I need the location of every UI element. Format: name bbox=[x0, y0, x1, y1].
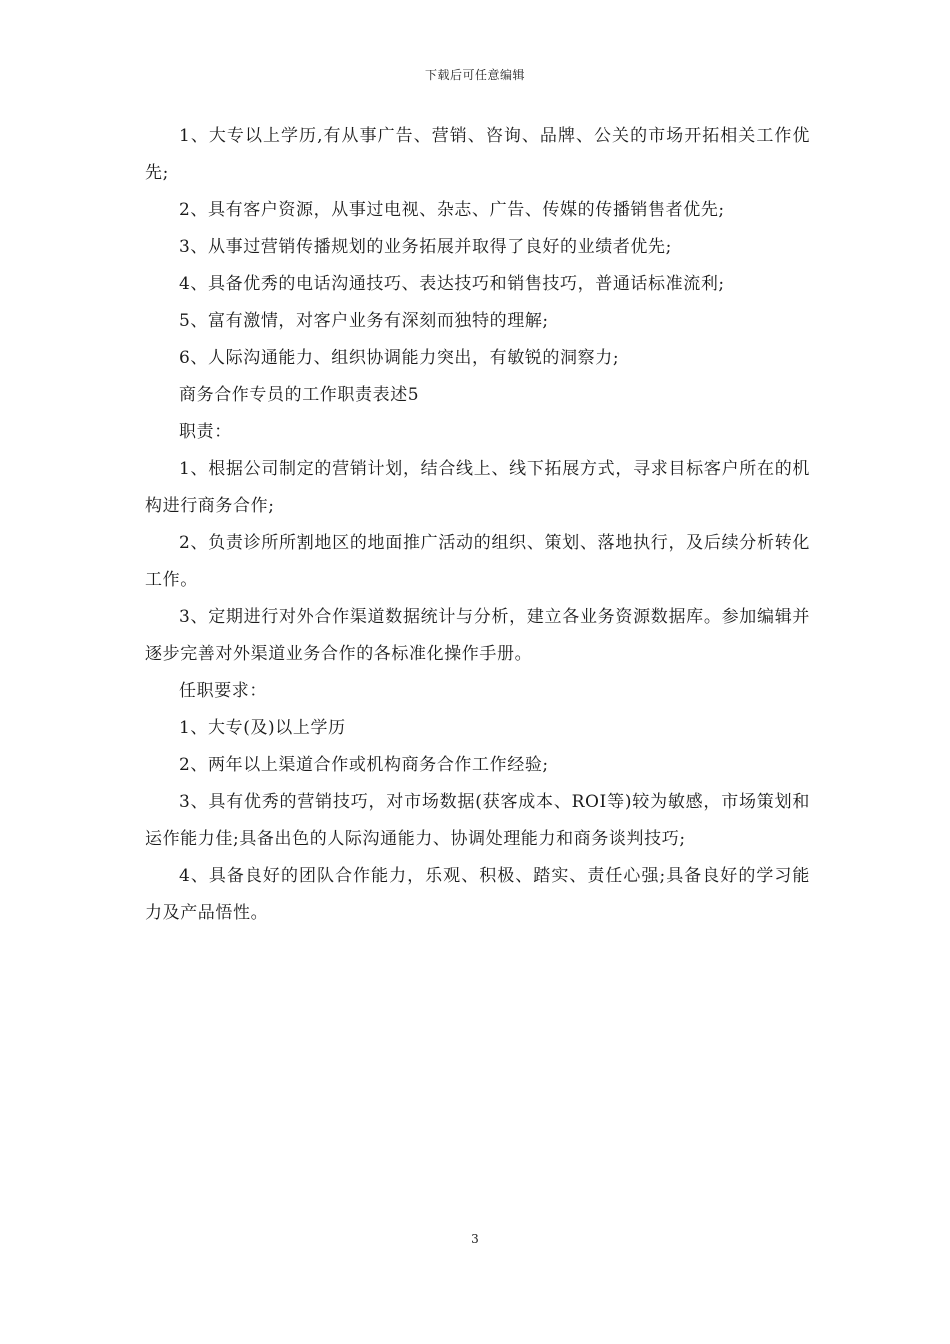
paragraph-duty-2: 2、负责诊所所割地区的地面推广活动的组织、策划、落地执行，及后续分析转化工作。 bbox=[145, 533, 810, 590]
paragraph-duty-1: 1、根据公司制定的营销计划，结合线上、线下拓展方式，寻求目标客户所在的机构进行商务合作; bbox=[145, 459, 810, 516]
paragraph-req-5: 5、富有激情，对客户业务有深刻而独特的理解; bbox=[179, 311, 549, 331]
paragraph-req-3: 3、从事过营销传播规划的业务拓展并取得了良好的业绩者优先; bbox=[179, 237, 672, 257]
page-number: 3 bbox=[471, 1232, 479, 1246]
paragraph-qual-3: 3、具有优秀的营销技巧，对市场数据(获客成本、ROI等)较为敏感，市场策划和运作能力佳;具备出色的人际沟通能力、协调处理能力和商务谈判技巧; bbox=[145, 792, 810, 849]
paragraph-qual-1: 1、大专(及)以上学历 bbox=[179, 718, 346, 738]
paragraph-req-6: 6、人际沟通能力、组织协调能力突出，有敏锐的洞察力; bbox=[179, 348, 620, 368]
duties-heading: 职责： bbox=[179, 422, 232, 442]
requirements-heading: 任职要求： bbox=[179, 681, 267, 701]
page-header: 下载后可任意编辑 bbox=[424, 68, 525, 82]
paragraph-qual-2: 2、两年以上渠道合作或机构商务合作工作经验; bbox=[179, 755, 549, 775]
document-body bbox=[145, 118, 810, 932]
paragraph-req-4: 4、具备优秀的电话沟通技巧、表达技巧和销售技巧，普通话标准流利; bbox=[179, 274, 725, 294]
paragraph-req-1: 1、大专以上学历,有从事广告、营销、咨询、品牌、公关的市场开拓相关工作优先; bbox=[145, 126, 810, 183]
section-title: 商务合作专员的工作职责表述5 bbox=[179, 385, 420, 405]
paragraph-req-2: 2、具有客户资源，从事过电视、杂志、广告、传媒的传播销售者优先; bbox=[179, 200, 725, 220]
paragraph-duty-3: 3、定期进行对外合作渠道数据统计与分析，建立各业务资源数据库。参加编辑并逐步完善对外渠道业务合作的各标准化操作手册。 bbox=[145, 607, 810, 664]
paragraph-qual-4: 4、具备良好的团队合作能力，乐观、积极、踏实、责任心强;具备良好的学习能力及产品悟性。 bbox=[145, 866, 810, 923]
